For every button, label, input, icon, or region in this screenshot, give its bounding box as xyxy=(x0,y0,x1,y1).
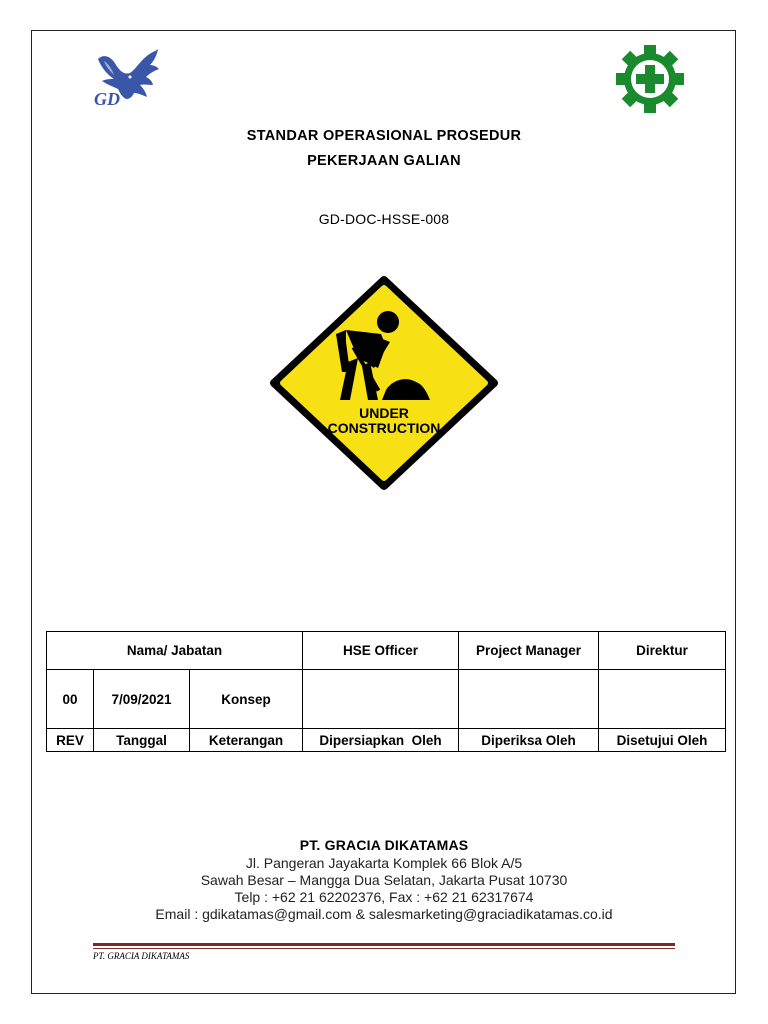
cell-rev: 00 xyxy=(47,670,94,729)
header-direktur: Direktur xyxy=(599,632,726,670)
label-disetujui: Disetujui Oleh xyxy=(599,729,726,752)
svg-text:GD: GD xyxy=(94,89,120,109)
label-diperiksa: Diperiksa Oleh xyxy=(459,729,599,752)
label-keterangan: Keterangan xyxy=(190,729,303,752)
header-project-manager: Project Manager xyxy=(459,632,599,670)
cell-tanggal: 7/09/2021 xyxy=(94,670,190,729)
cell-keterangan: Konsep xyxy=(190,670,303,729)
cell-dipersiapkan-signature xyxy=(303,670,459,729)
label-dipersiapkan: Dipersiapkan Oleh xyxy=(303,729,459,752)
company-phone: Telp : +62 21 62202376, Fax : +62 21 62317674 xyxy=(234,889,534,905)
header-hse-officer: HSE Officer xyxy=(303,632,459,670)
footer-rule-thick xyxy=(93,943,675,946)
safety-logo xyxy=(613,44,687,114)
gear-cross-safety-icon xyxy=(613,44,687,114)
label-rev: REV xyxy=(47,729,94,752)
sign-text-line1: UNDER xyxy=(359,405,409,421)
sign-text-line2: CONSTRUCTION xyxy=(327,420,441,436)
label-tanggal: Tanggal xyxy=(94,729,190,752)
company-logo xyxy=(90,47,165,115)
revision-table xyxy=(46,631,726,752)
under-construction-sign xyxy=(266,272,502,494)
company-name: PT. GRACIA DIKATAMAS xyxy=(299,837,469,853)
cell-diperiksa-signature xyxy=(459,670,599,729)
company-address-line2: Sawah Besar – Mangga Dua Selatan, Jakarta Pusat 10730 xyxy=(200,872,568,888)
document-number: GD-DOC-HSSE-008 xyxy=(318,211,450,227)
company-email: Email : gdikatamas@gmail.com & salesmarketing@graciadikatamas.co.id xyxy=(155,906,613,922)
company-address-line1: Jl. Pangeran Jayakarta Komplek 66 Blok A/5 xyxy=(245,855,523,871)
under-construction-sign-icon xyxy=(266,272,502,494)
footer-rule-thin xyxy=(93,948,675,949)
table-row xyxy=(47,670,726,729)
header-nama-jabatan: Nama/ Jabatan xyxy=(47,632,303,670)
document-title: STANDAR OPERASIONAL PROSEDUR xyxy=(246,128,522,144)
footer-company-name: PT. GRACIA DIKATAMAS xyxy=(93,951,190,961)
document-subtitle: PEKERJAAN GALIAN xyxy=(307,153,461,169)
table-header-row xyxy=(47,632,726,670)
eagle-logo-icon xyxy=(90,47,165,115)
table-label-row xyxy=(47,729,726,752)
cell-disetujui-signature xyxy=(599,670,726,729)
